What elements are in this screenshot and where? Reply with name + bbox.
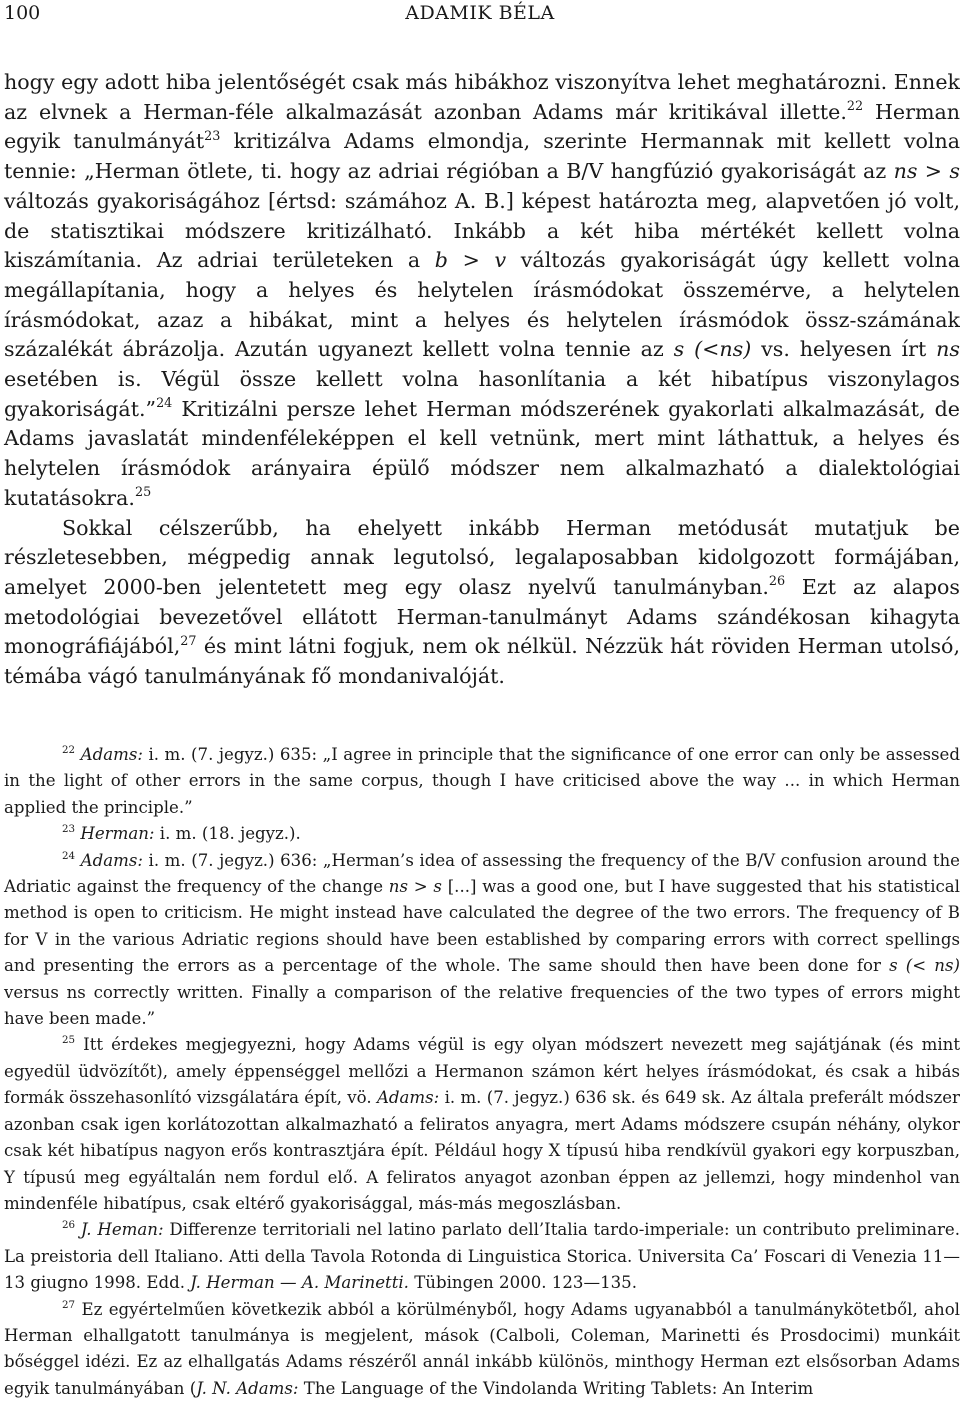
footnote-ref-24[interactable]: 24 <box>156 396 173 412</box>
footnote-ref-26[interactable]: 26 <box>768 574 786 590</box>
page-header <box>0 0 960 26</box>
author-name: J. Herman — A. Marinetti. <box>190 1273 409 1293</box>
text-run: Tübingen 2000. 123—135. <box>408 1273 638 1293</box>
author-name: Adams: <box>80 745 143 764</box>
italic-term: ns > s <box>893 159 960 184</box>
text-run: i. m. (18. jegyz.). <box>154 824 301 844</box>
footnote-27 <box>4 1297 960 1403</box>
text-run: i. m. (7. jegyz.) 636 sk. és 649 sk. Az általa preferált módszer azonban csak igen korlátozottan alkalmazható a feliratos anyagra, mert Adams módszere csupán néhány, olykor csak két hibatípus nagyon erős kontrasztjára épít. Például hogy X típusú hiba rendkívül gyakori egy korpuszban, Y típusú meg egyáltalán nem fordul elő. A feliratos anyagot azonban éppen az jellemzi, hogy mindenhol van mindenféle hibatípus, csak eltérő gyakorisággal, más-más megoszlásban. <box>4 1088 960 1213</box>
footnote-ref-27[interactable]: 27 <box>180 633 197 649</box>
text-run: hogy egy adott hiba jelentőségét csak más hibákhoz viszonyítva lehet meghatározni. Ennek az elvnek a Herman-féle alkalmazását azonban Adams már kritikával illette. <box>4 70 960 124</box>
text-run: Ezt az alapos metodológiai bevezetővel ellátott Herman-tanulmányt Adams szándékosan kihagyta monográfiájából, <box>4 574 960 659</box>
author-name: Adams: <box>376 1088 440 1108</box>
text-run: kritizálva Adams elmondja, szerinte Hermannak mit kellett volna tennie: „Herman ötlete, ti. hogy az adriai régióban a B/V hangfúzió gyakoriságát az <box>4 129 960 184</box>
footnote-26 <box>4 1217 960 1296</box>
text-run: Itt érdekes megjegyezni, hogy Adams végül is egy olyan módszert nevezett meg sajátjának (és mint egyedül üdvözítőt), amely éppenséggel mellőzi a Hermanon számon kért helyes írásmódokat, és csak a hibás formák összehasonlító vizsgálatára épít, vö. <box>4 1035 960 1108</box>
text-run: Herman egyik tanulmányát <box>4 99 960 154</box>
author-name: J. Heman: <box>80 1220 164 1240</box>
italic-term: b > v <box>434 248 507 273</box>
footnote-25 <box>4 1032 960 1217</box>
footnote-23 <box>4 821 960 847</box>
text-run: esetében is. Végül össze kellett volna hasonlítania a két hibatípus viszonylagos gyakoriságát.” <box>4 367 960 421</box>
footnote-number: 27 <box>62 1298 76 1311</box>
text-run: Sokkal célszerűbb, ha ehelyett inkább Herman metódusát mutatjuk be részletesebben, mégpedig annak legutolsó, legalaposabban kidolgozott formájában, amelyet 2000-ben jelentetett meg egy olasz nyelvű tanulmányban. <box>4 515 960 599</box>
text-run: Ez egyértelműen következik abból a körülményből, hogy Adams ugyanabból a tanulmánykötetből, ahol Herman elhallgatott tanulmánya is megjelent, mások (Calboli, Coleman, Marinetti és Prosdocimi) munkáit bőséggel idézi. Ez az elhallgatás Adams részéről annál inkább különös, minthogy Herman ezt elsősorban Adams egyik tanulmányában ( <box>4 1299 960 1398</box>
footnote-number: 23 <box>62 823 76 836</box>
main-text <box>4 68 960 692</box>
footnotes <box>4 742 960 1402</box>
text-run: vs. helyesen írt <box>751 337 937 362</box>
text-run: és mint látni fogjuk, nem ok nélkül. Nézzük hát röviden Herman utolsó, témába vágó tanulmányának fő mondanivalóját. <box>4 634 960 689</box>
text-run: változás gyakoriságához [értsd: számához A. B.] képest határozta meg, alapvetően jó volt, de statisztikai módszere kritizálható. Inkább a két hiba mértékét kellett volna kiszámítania. Az adriai területeken a <box>4 188 960 273</box>
italic-term: s (< ns) <box>889 956 960 976</box>
italic-term: ns > s <box>388 877 442 897</box>
text-run: The Language of the Vindolanda Writing Tablets: An Interim <box>298 1378 814 1398</box>
footnote-22 <box>4 742 960 821</box>
running-head: ADAMIK BÉLA <box>405 2 555 24</box>
author-name: Herman: <box>80 824 155 844</box>
paragraph-2 <box>4 514 960 692</box>
author-name: J. N. Adams: <box>196 1378 299 1398</box>
footnote-number: 24 <box>62 849 76 862</box>
author-name: Adams: <box>80 850 143 870</box>
text-run: [...] was a good one, but I have suggested that his statistical method is open to criticism. He might instead have calculated the degree of the two errors. The frequency of B for V in the various Adriatic regions should have been established by comparing errors with correct spellings and presenting the errors as a percentage of the whole. The same should then have been done for <box>4 877 960 976</box>
italic-term: ns <box>936 337 960 362</box>
footnote-number: 25 <box>62 1034 76 1047</box>
text-run: Differenze territoriali nel latino parlato dell’Italia tardo-imperiale: un contributo preliminare. La preistoria dell Italiano. Atti della Tavola Rotonda di Linguistica Storica. Universita Ca’ Foscari di Venezia 11—13 giugno 1998. Edd. <box>4 1220 960 1293</box>
page-number: 100 <box>4 2 41 24</box>
footnote-ref-22[interactable]: 22 <box>846 99 864 115</box>
footnote-ref-25[interactable]: 25 <box>134 485 152 501</box>
footnote-number: 22 <box>62 743 76 756</box>
text-run: i. m. (7. jegyz.) 635: „I agree in principle that the significance of one error can only be assessed in the light of other errors in the same corpus, though I have criticised above the way ... in which Herman applied the principle.” <box>4 745 960 817</box>
footnote-ref-23[interactable]: 23 <box>204 128 221 144</box>
footnote-number: 26 <box>62 1219 76 1232</box>
italic-term: s (<ns) <box>673 337 752 362</box>
paragraph-1 <box>4 68 960 514</box>
text-run: versus ns correctly written. Finally a comparison of the relative frequencies of the two types of errors might have been made.” <box>4 982 960 1029</box>
text-run: Kritizálni persze lehet Herman módszerének gyakorlati alkalmazását, de Adams javaslatát mindenféleképpen el kell vetnünk, mert mint láthattuk, a helyes és helytelen írásmódok arányaira épülő módszer nem alkalmazható a dialektológiai kutatásokra. <box>4 396 960 510</box>
text-run: i. m. (7. jegyz.) 636: „Herman’s idea of assessing the frequency of the B/V confusion around the Adriatic against the frequency of the change <box>4 850 960 897</box>
text-run: változás gyakoriságát úgy kellett volna megállapítania, hogy a helyes és helytelen írásmódokat összemérve, a helytelen írásmódokat, azaz a hibákat, mint a helyes és helytelen írásmódok össz-számának százalékát ábrázolja. Azután ugyanezt kellett volna tennie az <box>4 248 960 362</box>
footnote-24 <box>4 848 960 1033</box>
